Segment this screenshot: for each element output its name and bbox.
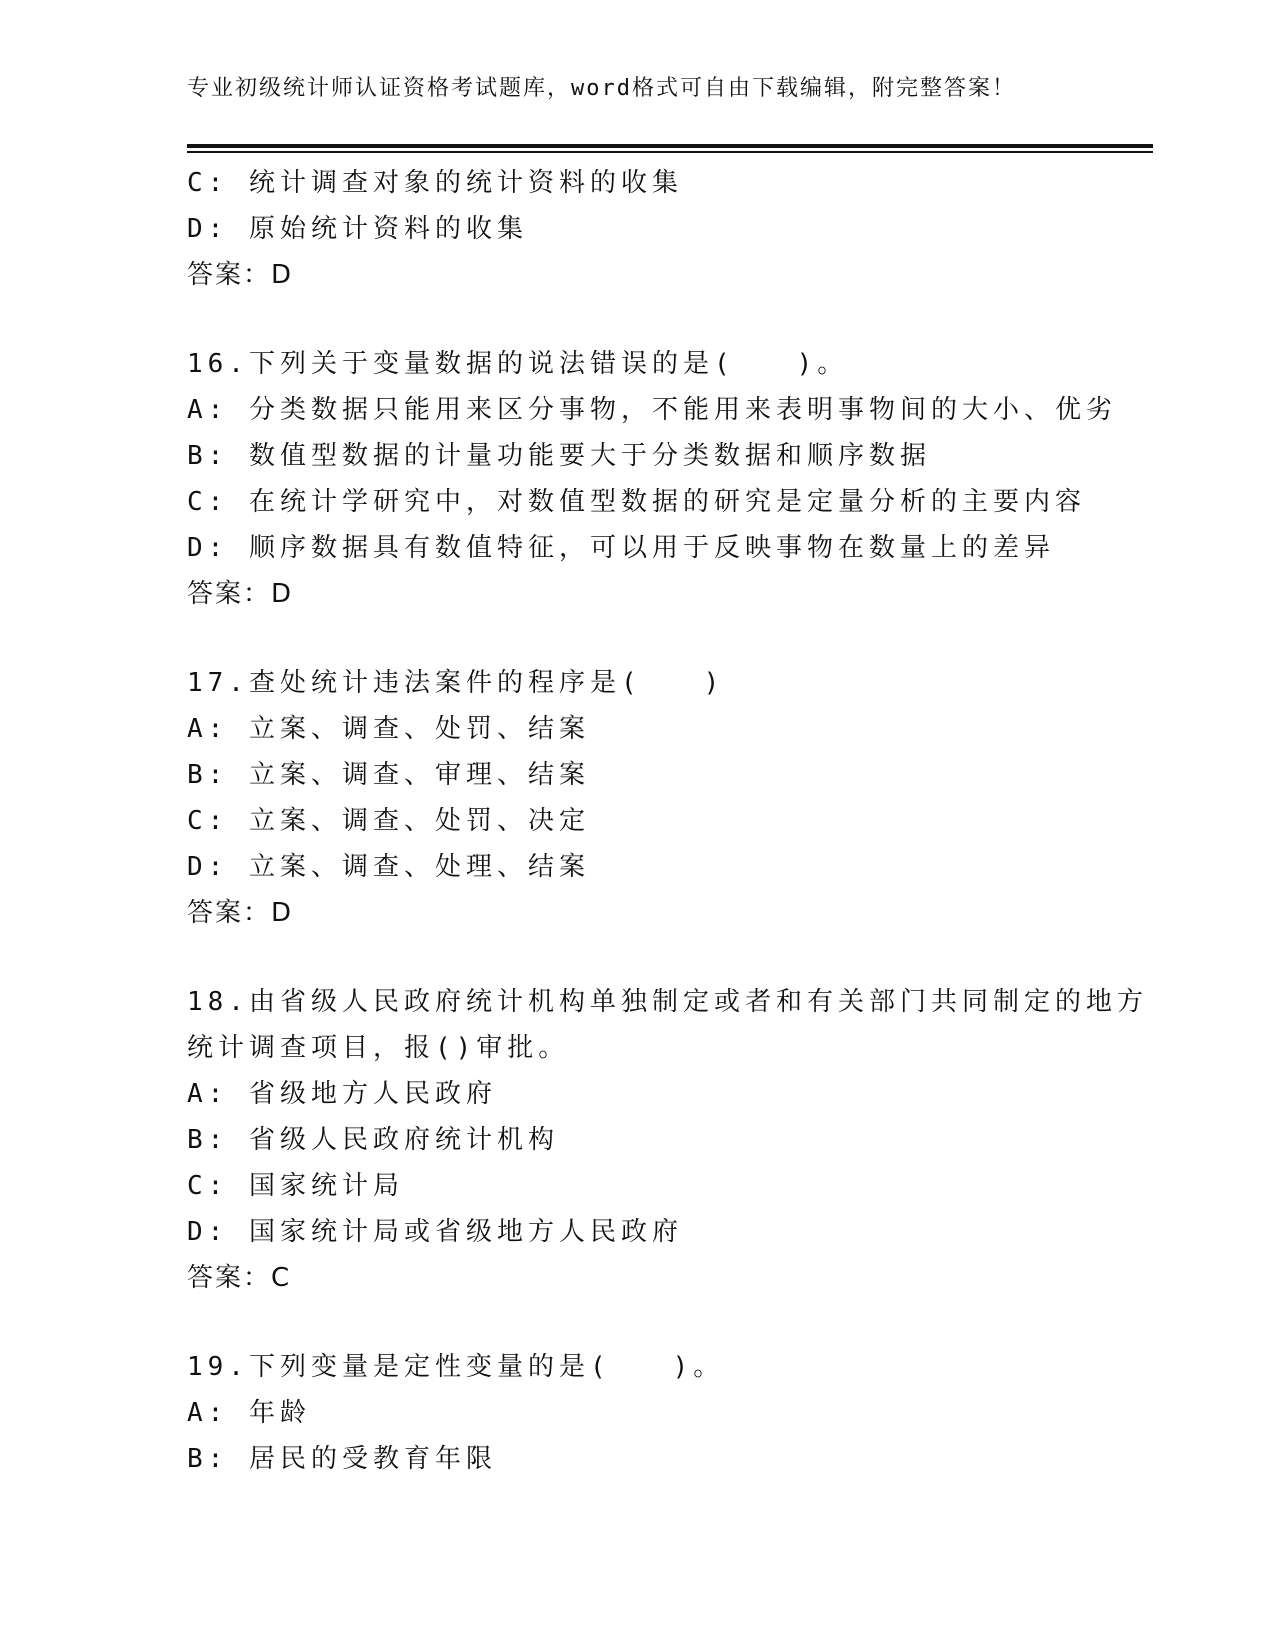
question-text: 19.下列变量是定性变量的是( )。 bbox=[187, 1352, 725, 1382]
option-text: A: 年龄 bbox=[187, 1398, 311, 1428]
option-text: D: 顺序数据具有数值特征，可以用于反映事物在数量上的差异 bbox=[187, 533, 1055, 563]
question-list bbox=[187, 160, 1148, 1482]
option-text: D: 立案、调查、处理、结案 bbox=[187, 852, 590, 882]
question-block bbox=[187, 979, 1148, 1301]
question-block bbox=[187, 1344, 1127, 1482]
question-block bbox=[187, 160, 1127, 298]
option-text: A: 立案、调查、处罚、结案 bbox=[187, 714, 590, 744]
option-text: B: 数值型数据的计量功能要大于分类数据和顺序数据 bbox=[187, 441, 931, 471]
question-text: 17.查处统计违法案件的程序是( ) bbox=[187, 668, 725, 698]
question-text: 18.由省级人民政府统计机构单独制定或者和有关部门共同制定的地方 bbox=[187, 987, 1148, 1017]
block-spacer bbox=[187, 936, 1127, 979]
option-text: A: 分类数据只能用来区分事物，不能用来表明事物间的大小、优劣 bbox=[187, 395, 1117, 425]
question-text: 统计调查项目，报()审批。 bbox=[187, 1033, 570, 1063]
question-block bbox=[187, 341, 1127, 617]
answer-text: 答案：D bbox=[187, 579, 294, 609]
block-spacer bbox=[187, 298, 1127, 341]
block-spacer bbox=[187, 617, 1127, 660]
option-text: B: 省级人民政府统计机构 bbox=[187, 1125, 559, 1155]
answer-text: 答案：D bbox=[187, 260, 294, 290]
option-text: B: 立案、调查、审理、结案 bbox=[187, 760, 590, 790]
option-text: D: 国家统计局或省级地方人民政府 bbox=[187, 1217, 683, 1247]
option-text: C: 国家统计局 bbox=[187, 1171, 404, 1201]
answer-text: 答案：D bbox=[187, 898, 294, 928]
option-text: C: 统计调查对象的统计资料的收集 bbox=[187, 168, 683, 198]
option-text: C: 立案、调查、处罚、决定 bbox=[187, 806, 590, 836]
option-text: B: 居民的受教育年限 bbox=[187, 1444, 497, 1474]
page-header: 专业初级统计师认证资格考试题库，word格式可自由下载编辑，附完整答案！ bbox=[187, 76, 1016, 101]
option-text: D: 原始统计资料的收集 bbox=[187, 214, 528, 244]
question-block bbox=[187, 660, 1127, 936]
option-text: A: 省级地方人民政府 bbox=[187, 1079, 497, 1109]
header-rule-thin bbox=[187, 151, 1153, 153]
header-rule-thick bbox=[187, 144, 1153, 148]
block-spacer bbox=[187, 1301, 1127, 1344]
option-text: C: 在统计学研究中，对数值型数据的研究是定量分析的主要内容 bbox=[187, 487, 1086, 517]
question-text: 16.下列关于变量数据的说法错误的是( )。 bbox=[187, 349, 849, 379]
answer-text: 答案：C bbox=[187, 1263, 292, 1293]
